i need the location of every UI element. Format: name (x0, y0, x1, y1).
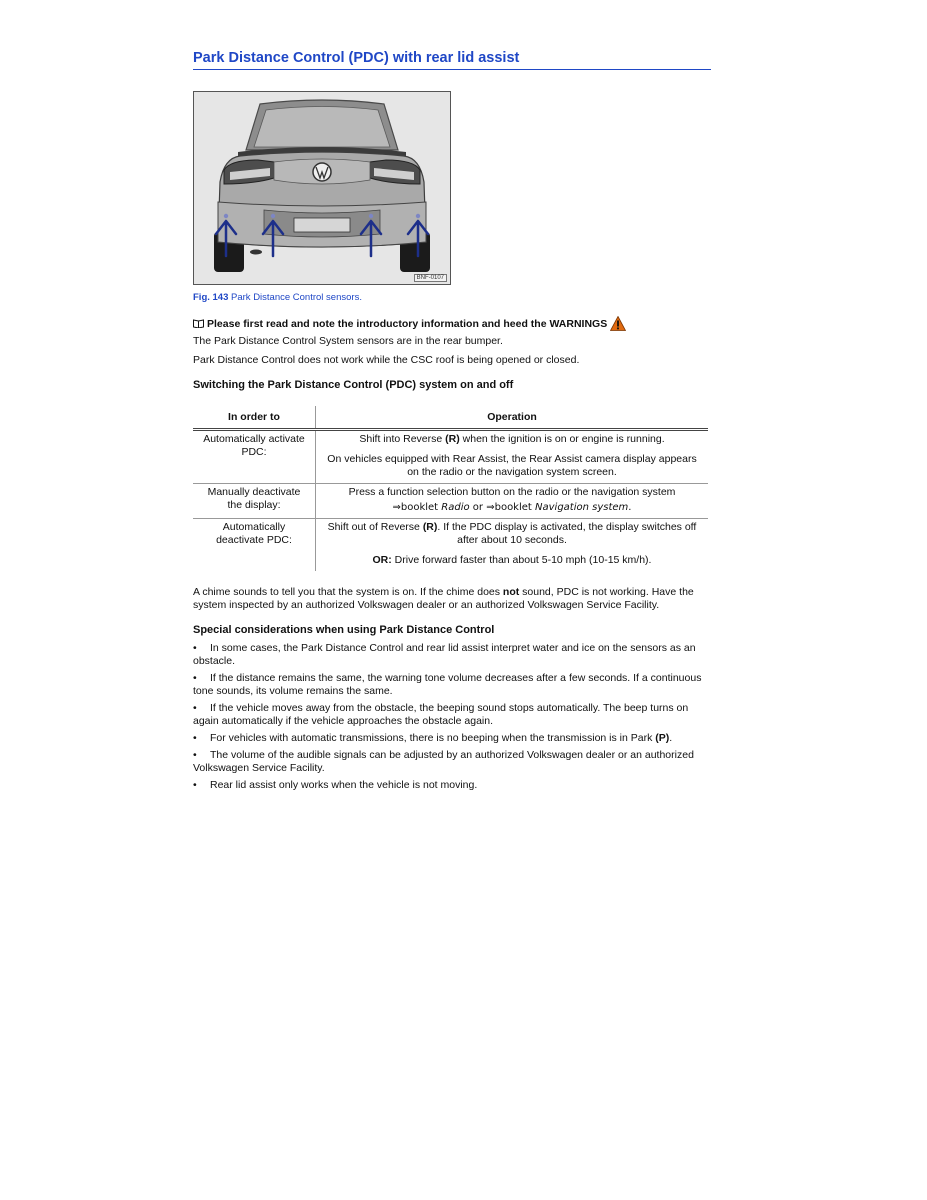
reverse-gear-label: (R) (445, 433, 460, 445)
or-label: OR: (372, 554, 392, 566)
radio-booklet-link[interactable]: Radio (441, 502, 470, 513)
operation-text-part: when the ignition is on or engine is running. (459, 433, 665, 445)
table-row (193, 430, 708, 484)
list-item (193, 642, 711, 668)
list-item (193, 702, 711, 728)
page-title: Park Distance Control (PDC) with rear lid assist (193, 50, 711, 70)
operation-text-part: Drive forward faster than about 5-10 mph (10-15 km/h). (391, 554, 652, 566)
car-rear-illustration (194, 92, 450, 284)
intro-csc-roof: Park Distance Control does not work while the CSC roof is being opened or closed. (193, 354, 580, 366)
list-item (193, 672, 711, 698)
bullet-icon: • (193, 642, 197, 654)
chime-not-emphasis: not (502, 586, 520, 598)
special-considerations-list (193, 642, 711, 792)
operation-text-part: . If the PDC display is activated, the display switches off after about 10 seconds. (437, 521, 697, 546)
table-row (193, 484, 708, 519)
read-first-text: Please first read and note the introductory information and heed the WARNINGS (207, 317, 608, 330)
bullet-icon: • (193, 702, 197, 714)
list-item-text: If the vehicle moves away from the obstacle, the beeping sound stops automatically. The beep turns on again automatically if the vehicle approaches the obstacle again. (193, 702, 689, 727)
table-cell-purpose: Automatically activate PDC: (193, 430, 316, 484)
operation-text (322, 554, 702, 567)
chime-text-part: A chime sounds to tell you that the system is on. If the chime does (193, 586, 503, 598)
operation-text: On vehicles equipped with Rear Assist, the Rear Assist camera display appears on the radio or the navigation system screen. (327, 453, 697, 478)
list-item-text: Rear lid assist only works when the vehicle is not moving. (210, 779, 478, 791)
operation-table (193, 406, 708, 571)
table-cell-operation (316, 484, 709, 519)
list-item (193, 779, 711, 792)
booklet-ref-arrow: ⇒booklet (486, 502, 536, 513)
figure-caption-label: Fig. 143 (193, 292, 229, 303)
table-row (193, 519, 708, 572)
booklet-ref-or: or (469, 502, 487, 513)
bullet-icon: • (193, 732, 197, 744)
table-cell-operation (316, 519, 709, 572)
book-icon (193, 319, 204, 328)
warning-icon (610, 316, 626, 331)
park-gear-label: (P) (655, 732, 670, 744)
table-cell-purpose: Manually deactivate the display: (193, 484, 316, 519)
operation-text (322, 521, 702, 547)
figure-caption (193, 292, 711, 303)
list-item (193, 732, 711, 745)
table-header-operation: Operation (316, 406, 709, 430)
bullet-icon: • (193, 779, 197, 791)
switch-heading: Switching the Park Distance Control (PDC) system on and off (193, 379, 514, 391)
operation-text: Press a function selection button on the radio or the navigation system (348, 486, 676, 498)
chime-text-part: sound, PDC is not working. Have the system inspected by an authorized Volkswagen dealer or an authorized Volkswagen Service Facility. (193, 586, 694, 611)
list-item-text: . (669, 732, 673, 744)
table-cell-operation (316, 430, 709, 484)
intro-sensors-location: The Park Distance Control System sensors are in the rear bumper. (193, 335, 503, 347)
list-item-text: For vehicles with automatic transmissions, there is no beeping when the transmission is in Park (210, 732, 656, 744)
table-header-in-order-to: In order to (193, 406, 316, 430)
special-considerations-heading: Special considerations when using Park Distance Control (193, 624, 495, 636)
booklet-reference (322, 501, 702, 514)
list-item-text: If the distance remains the same, the warning tone volume decreases after a few seconds. If a continuous tone sounds, its volume remains the same. (193, 672, 702, 697)
read-first-note (193, 316, 711, 331)
booklet-ref-end: . (628, 502, 632, 513)
operation-text-part: Shift into Reverse (359, 433, 446, 445)
list-item-text: The volume of the audible signals can be adjusted by an authorized Volkswagen dealer or an authorized Volkswagen Service Facility. (193, 749, 694, 774)
list-item-text: In some cases, the Park Distance Control and rear lid assist interpret water and ice on the sensors as an obstacle. (193, 642, 696, 667)
table-cell-purpose: Automatically deactivate PDC: (193, 519, 316, 572)
figure-caption-text: Park Distance Control sensors. (231, 292, 362, 303)
figure-code: BNF-0107 (414, 274, 447, 282)
list-item (193, 749, 711, 775)
operation-text-part: Shift out of Reverse (327, 521, 423, 533)
chime-paragraph (193, 586, 711, 612)
navigation-booklet-link[interactable]: Navigation system (535, 502, 629, 513)
operation-text (322, 433, 702, 446)
bullet-icon: • (193, 672, 197, 684)
bullet-icon: • (193, 749, 197, 761)
booklet-ref-arrow: ⇒booklet (392, 502, 442, 513)
page-content (193, 50, 711, 796)
figure-pdc-sensors (193, 91, 451, 285)
reverse-gear-label: (R) (422, 521, 438, 533)
table-header-row (193, 406, 708, 430)
